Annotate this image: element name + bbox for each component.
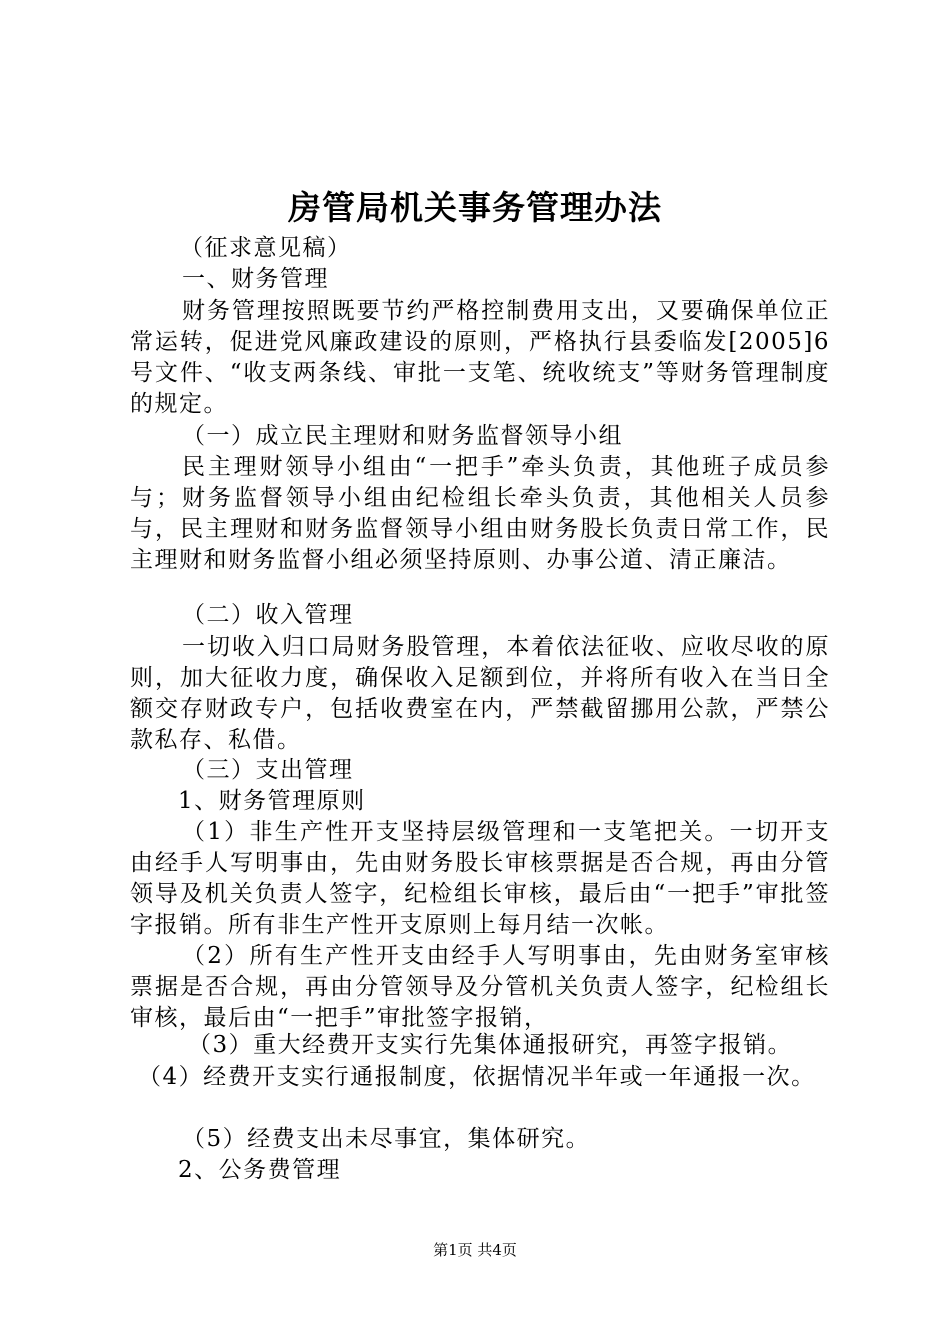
subsection-heading-3: （三）支出管理 (182, 757, 354, 783)
section-heading-finance: 一、财务管理 (182, 266, 329, 292)
subsection-heading-2: （二）收入管理 (182, 602, 354, 628)
paragraph-expense-2: （2）所有生产性开支由经手人写明事由，先由财务室审核票据是否合规，再由分管领导及分管机关负责人签字，纪检组长审核，最后由“一把手”审批签字报销， (130, 943, 830, 1031)
document-title: 房管局机关事务管理办法 (288, 188, 662, 227)
subsection-heading-1: （一）成立民主理财和财务监督领导小组 (182, 423, 623, 449)
paragraph-expense-5: （5）经费支出未尽事宜，集体研究。 (182, 1126, 591, 1152)
page-number: 第1页 共4页 (433, 1241, 517, 1259)
item-heading-2: 2、公务费管理 (178, 1157, 342, 1183)
item-heading-1: 1、财务管理原则 (178, 788, 366, 814)
document-subtitle: （征求意见稿） (180, 235, 352, 261)
paragraph-expense-1: （1）非生产性开支坚持层级管理和一支笔把关。一切开支由经手人写明事由，先由财务股长审核票据是否合规，再由分管领导及机关负责人签字，纪检组长审核，最后由“一把手”审批签字报销。所有非生产性开支原则上每月结一次帐。 (130, 819, 830, 938)
paragraph-finance-principle: 财务管理按照既要节约严格控制费用支出，又要确保单位正常运转，促进党风廉政建设的原则，严格执行县委临发[2005]6号文件、“收支两条线、审批一支笔、统收统支”等财务管理制度的规定。 (130, 298, 830, 417)
paragraph-income: 一切收入归口局财务股管理，本着依法征收、应收尽收的原则，加大征收力度，确保收入足额到位，并将所有收入在当日全额交存财政专户，包括收费室在内，严禁截留挪用公款，严禁公款私存、私借。 (130, 634, 830, 753)
paragraph-expense-3: （3）重大经费开支实行先集体通报研究，再签字报销。 (188, 1032, 793, 1058)
paragraph-expense-4: （4）经费开支实行通报制度，依据情况半年或一年通报一次。 (138, 1064, 816, 1090)
paragraph-leadership-group: 民主理财领导小组由“一把手”牵头负责，其他班子成员参与；财务监督领导小组由纪检组长牵头负责，其他相关人员参与，民主理财和财务监督领导小组由财务股长负责日常工作，民主理财和财务监督小组必须坚持原则、办事公道、清正廉洁。 (130, 454, 830, 573)
